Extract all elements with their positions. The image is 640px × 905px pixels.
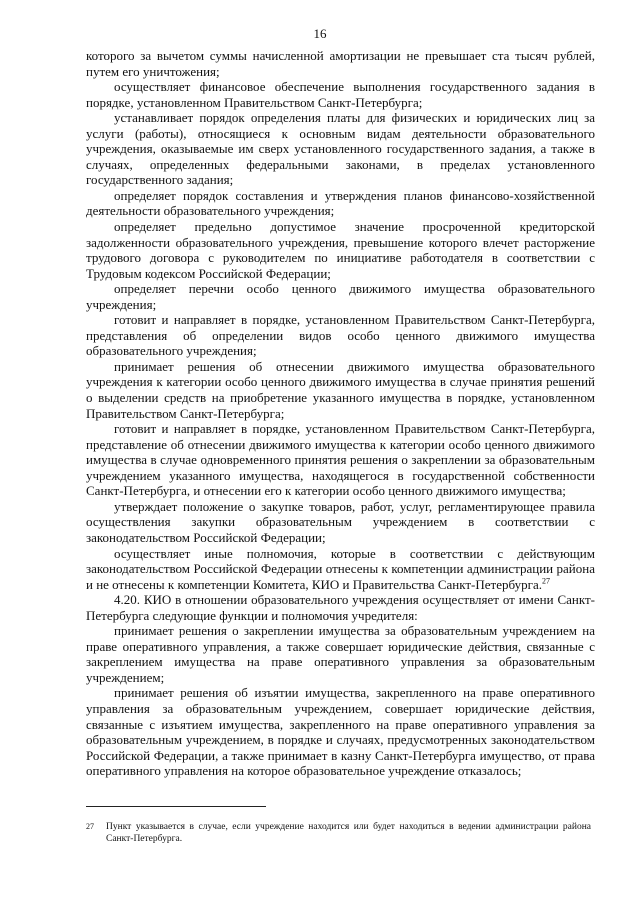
paragraph: готовит и направляет в порядке, установленном Правительством Санкт-Петербурга, представление об отнесении движимого имущества к категории особо ценного движимого имущества в случае одновременного принятия решения о закреплении за образовательным учреждением указанного имущества, находящегося в государственной собственности Санкт-Петербурга, и отнесении его к категории особо ценного движимого имущества; [86, 421, 595, 499]
paragraph: принимает решения об изъятии имущества, закрепленного на праве оперативного управления за образовательным учреждением, совершает юридические действия, связанные с изъятием имущества, закрепленного на праве оперативного управления за образовательным учреждением, в порядке и случаях, предусмотренных законодательством Российской Федерации, а также принимает в казну Санкт-Петербурга имущество, от права оперативного управления на которое образовательное учреждение отказалось; [86, 685, 595, 779]
paragraph: устанавливает порядок определения платы для физических и юридических лиц за услуги (работы), относящиеся к основным видам деятельности образовательного учреждения, оказываемые им сверх установленного государственного задания, а также в случаях, определенных федеральными законами, в пределах установленного государственного задания; [86, 110, 595, 188]
section-paragraph: 4.20. КИО в отношении образовательного учреждения осуществляет от имени Санкт-Петербурга следующие функции и полномочия учредителя: [86, 592, 595, 623]
footnote-text: Пункт указывается в случае, если учреждение находится или будет находиться в ведении администрации района Санкт-Петербурга. [106, 822, 591, 844]
paragraph: определяет предельно допустимое значение просроченной кредиторской задолженности образовательного учреждения, превышение которого влечет расторжение трудового договора с руководителем по инициативе работодателя в соответствии с Трудовым кодексом Российской Федерации; [86, 219, 595, 281]
footnote [86, 821, 595, 845]
body-text [86, 48, 595, 779]
paragraph: определяет порядок составления и утверждения планов финансово-хозяйственной деятельности образовательного учреждения; [86, 187, 595, 219]
paragraph: определяет перечни особо ценного движимого имущества образовательного учреждения; [86, 281, 595, 312]
footnote-mark: 27 [86, 822, 94, 831]
paragraph-with-footnote [86, 546, 595, 593]
footnote-reference: 27 [541, 576, 550, 586]
footnote-divider [86, 806, 266, 807]
paragraph: утверждает положение о закупке товаров, работ, услуг, регламентирующее правила осуществления закупки образовательным учреждением в соответствии с законодательством Российской Федерации; [86, 498, 595, 545]
paragraph: готовит и направляет в порядке, установленном Правительством Санкт-Петербурга, представления об определении видов особо ценного движимого имущества образовательного учреждения; [86, 312, 595, 359]
paragraph: которого за вычетом суммы начисленной амортизации не превышает ста тысяч рублей, путем его уничтожения; [86, 48, 595, 79]
paragraph: принимает решения об отнесении движимого имущества образовательного учреждения к категории особо ценного движимого имущества в случае принятия решений о выделении средств на приобретение указанного имущества в порядке, установленном Правительством Санкт-Петербурга; [86, 358, 595, 421]
paragraph: осуществляет финансовое обеспечение выполнения государственного задания в порядке, установленном Правительством Санкт-Петербурга; [86, 79, 595, 110]
paragraph-text: осуществляет иные полномочия, которые в соответствии с действующим законодательством Российской Федерации отнесены к компетенции администрации района и не отнесены к компетенции Комитета, КИО и Правительства Санкт-Петербурга. [86, 545, 595, 592]
page-number: 16 [313, 26, 327, 41]
paragraph: принимает решения о закреплении имущества за образовательным учреждением на праве оперативного управления, а также совершает юридические действия, связанные с закреплением имущества на праве оперативного управления за образовательным учреждением; [86, 623, 595, 685]
